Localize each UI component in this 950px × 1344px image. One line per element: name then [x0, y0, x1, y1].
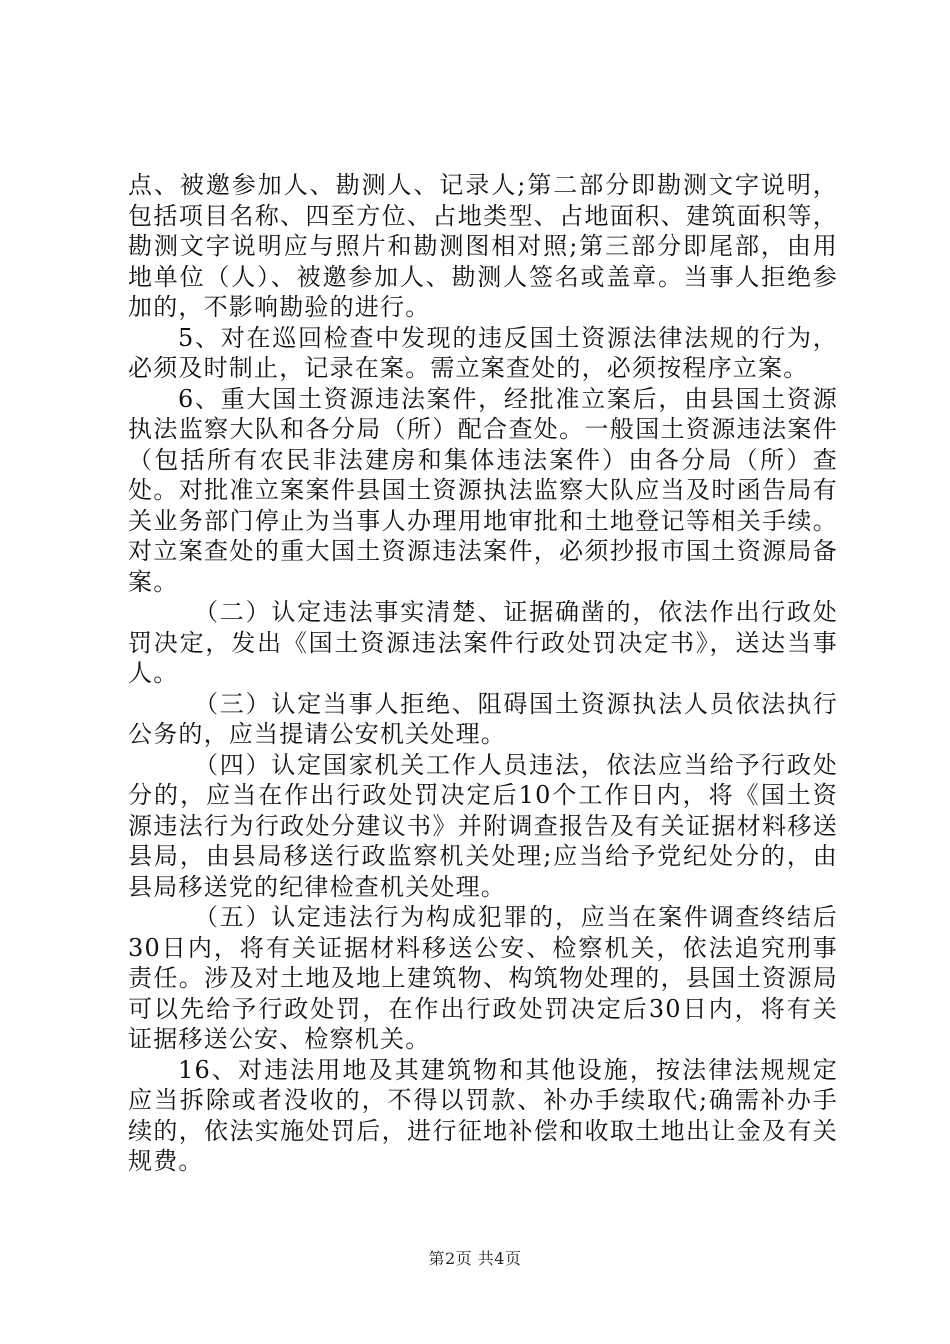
paragraph-survey-record-parts: 点、被邀参加人、勘测人、记录人;第二部分即勘测文字说明，包括项目名称、四至方位、占地类型、占地面积、建筑面积等，勘测文字说明应与照片和勘测图相对照;第三部分即尾部，由用地单位（人）、被邀参加人、勘测人签名或盖章。当事人拒绝参加的，不影响勘验的进行。	[128, 171, 838, 321]
paragraph-item-6: 6、重大国土资源违法案件，经批准立案后，由县国土资源执法监察大队和各分局（所）配合查处。一般国土资源违法案件（包括所有农民非法建房和集体违法案件）由各分局（所）查处。对批准立案案件县国土资源执法监察大队应当及时函告局有关业务部门停止为当事人办理用地审批和土地登记等相关手续。对立案查处的重大国土资源违法案件，必须抄报市国土资源局备案。	[128, 384, 838, 596]
paragraph-item-5: 5、对在巡回检查中发现的违反国土资源法律法规的行为，必须及时制止，记录在案。需立案查处的，必须按程序立案。	[128, 323, 838, 382]
document-body	[128, 170, 838, 1177]
paragraph-section-5: （五）认定违法行为构成犯罪的，应当在案件调查终结后30日内，将有关证据材料移送公安、检察机关，依法追究刑事责任。涉及对土地及地上建筑物、构筑物处理的，县国土资源局可以先给予行政处罚，在作出行政处罚决定后30日内，将有关证据移送公安、检察机关。	[128, 903, 838, 1053]
paragraph-section-2: （二）认定违法事实清楚、证据确凿的，依法作出行政处罚决定，发出《国土资源违法案件行政处罚决定书》，送达当事人。	[128, 598, 838, 687]
paragraph-item-16: 16、对违法用地及其建筑物和其他设施，按法律法规规定应当拆除或者没收的，不得以罚款、补办手续取代;确需补办手续的，依法实施处罚后，进行征地补偿和收取土地出让金及有关规费。	[128, 1055, 838, 1175]
paragraph-section-3: （三）认定当事人拒绝、阻碍国土资源执法人员依法执行公务的，应当提请公安机关处理。	[128, 689, 838, 748]
page-number-footer: 第2页 共4页	[428, 1249, 522, 1268]
paragraph-section-4: （四）认定国家机关工作人员违法，依法应当给予行政处分的，应当在作出行政处罚决定后10个工作日内，将《国土资源违法行为行政处分建议书》并附调查报告及有关证据材料移送县局，由县局移送行政监察机关处理;应当给予党纪处分的，由县局移送党的纪律检查机关处理。	[128, 750, 838, 901]
